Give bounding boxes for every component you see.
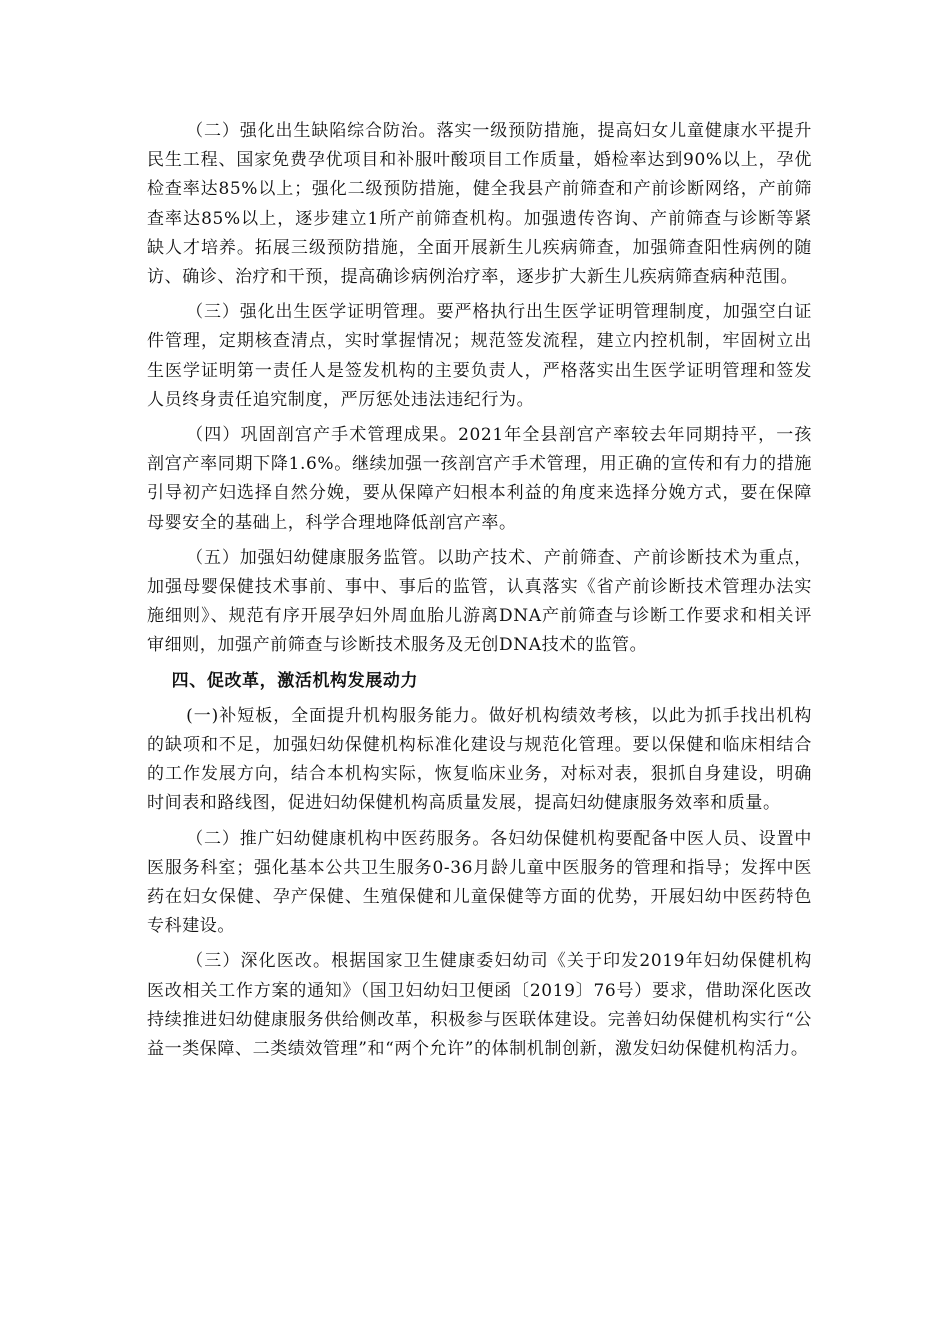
paragraph-birth-defect-prevention: （二）强化出生缺陷综合防治。落实一级预防措施，提高妇女儿童健康水平提升民生工程、国家免费孕优项目和补服叶酸项目工作质量，婚检率达到90%以上，孕优检查率达85%以上；强化二级预防措施，健全我县产前筛查和产前诊断网络，产前筛查率达85%以上，逐步建立1所产前筛查机构。加强遗传咨询、产前筛查与诊断等紧缺人才培养。拓展三级预防措施，全面开展新生儿疾病筛查，加强筛查阳性病例的随访、确诊、治疗和干预，提高确诊病例治疗率，逐步扩大新生儿疾病筛查病种范围。 bbox=[147, 121, 812, 288]
paragraph-capacity-building: (一)补短板，全面提升机构服务能力。做好机构绩效考核，以此为抓手找出机构的缺项和不足，加强妇幼保健机构标准化建设与规范化管理。要以保健和临床相结合的工作发展方向，结合本机构实际，恢复临床业务，对标对表，狠抓自身建设，明确时间表和路线图，促进妇幼保健机构高质量发展，提高妇幼健康服务效率和质量。 bbox=[147, 705, 812, 814]
paragraph-cesarean-management: （四）巩固剖宫产手术管理成果。2021年全县剖宫产率较去年同期持平，一孩剖宫产率同期下降1.6%。继续加强一孩剖宫产手术管理，用正确的宣传和有力的措施引导初产妇选择自然分娩，要从保障产妇根本利益的角度来选择分娩方式，要在保障母婴安全的基础上，科学合理地降低剖宫产率。 bbox=[147, 425, 812, 533]
paragraph-birth-certificate-management: （三）强化出生医学证明管理。要严格执行出生医学证明管理制度，加强空白证件管理，定期核查清点，实时掌握情况；规范签发流程，建立内控机制，牢固树立出生医学证明第一责任人是签发机构的主要负责人，严格落实出生医学证明管理和签发人员终身责任追究制度，严厉惩处违法违纪行为。 bbox=[147, 302, 812, 410]
document-page bbox=[147, 117, 812, 1064]
paragraph-medical-reform: （三）深化医改。根据国家卫生健康委妇幼司《关于印发2019年妇幼保健机构医改相关工作方案的通知》（国卫妇幼妇卫便函〔2019〕76号）要求，借助深化医改持续推进妇幼健康服务供给侧改革，积极参与医联体建设。完善妇幼保健机构实行“公益一类保障、二类绩效管理”和“两个允许”的体制机制创新，激发妇幼保健机构活力。 bbox=[147, 951, 812, 1060]
section-heading: 四、促改革，激活机构发展动力 bbox=[171, 670, 419, 691]
paragraph-service-supervision: （五）加强妇幼健康服务监管。以助产技术、产前筛查、产前诊断技术为重点，加强母婴保健技术事前、事中、事后的监管，认真落实《省产前诊断技术管理办法实施细则》、规范有序开展孕妇外周血胎儿游离DNA产前筛查与诊断工作要求和相关评审细则，加强产前筛查与诊断技术服务及无创DNA技术的监管。 bbox=[147, 547, 812, 656]
paragraph-tcm-services: （二）推广妇幼健康机构中医药服务。各妇幼保健机构要配备中医人员、设置中医服务科室；强化基本公共卫生服务0-36月龄儿童中医服务的管理和指导；发挥中医药在妇女保健、孕产保健、生殖保健和儿童保健等方面的优势，开展妇幼中医药特色专科建设。 bbox=[147, 828, 812, 937]
